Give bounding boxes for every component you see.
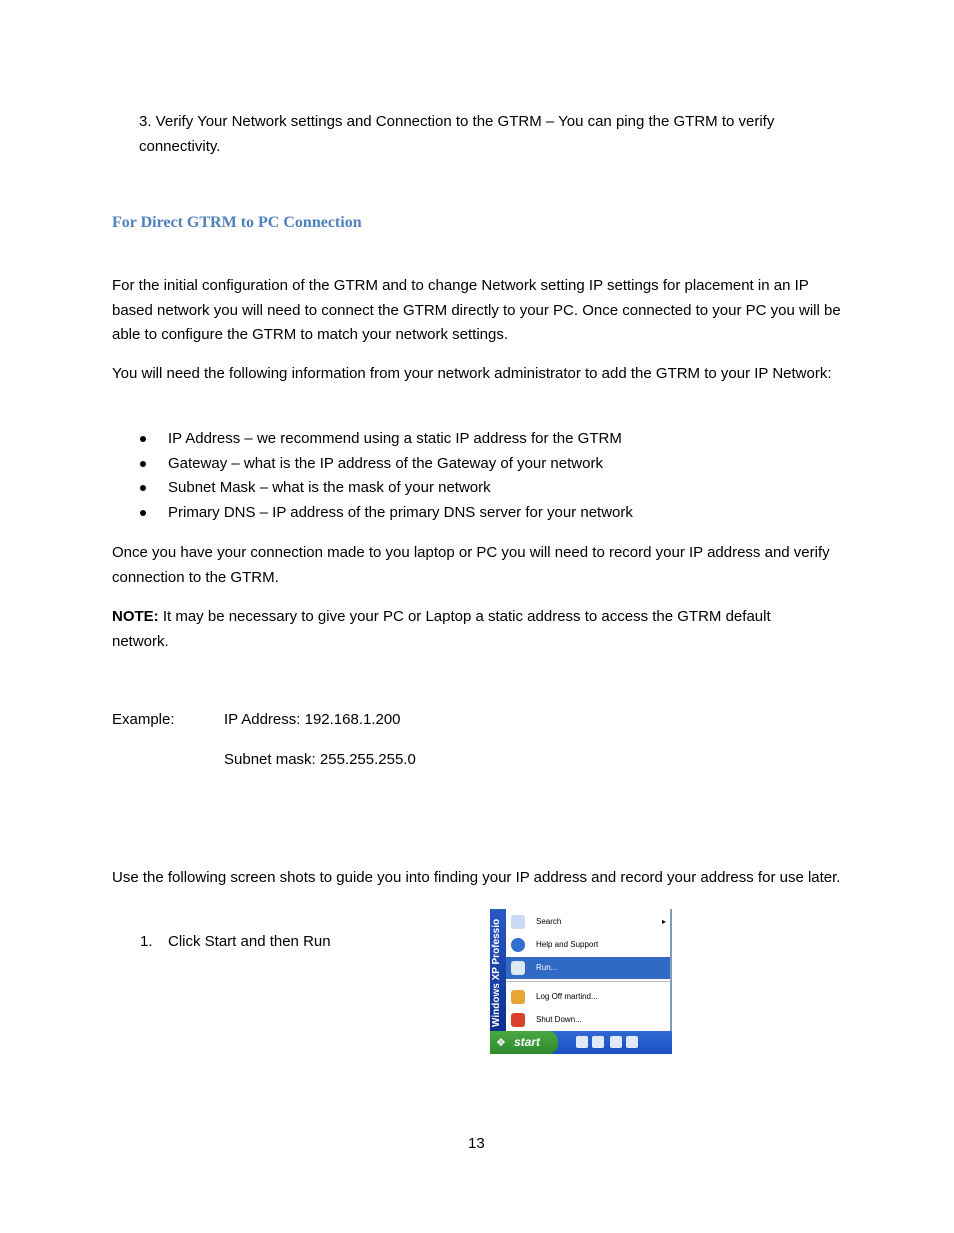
bullet-text: Primary DNS – IP address of the primary DNS server for your network xyxy=(168,504,633,521)
bullet-text: Gateway – what is the IP address of the Gateway of your network xyxy=(168,455,603,472)
menu-separator xyxy=(506,981,670,982)
note-text: It may be necessary to give your PC or Laptop a static address to access the GTRM default network. xyxy=(112,608,771,650)
menu-item-label: Log Off martind... xyxy=(536,992,598,1001)
step-1-text: Click Start and then Run xyxy=(168,933,331,950)
start-menu-sidebar xyxy=(490,909,506,1031)
start-menu-screenshot xyxy=(490,909,672,1054)
windows-flag-icon: ❖ xyxy=(496,1037,506,1049)
bullet-gateway xyxy=(140,455,840,479)
bullet-icon xyxy=(140,461,146,467)
page-number: 13 xyxy=(468,1135,485,1152)
power-icon xyxy=(511,1013,525,1027)
browser-icon xyxy=(576,1036,588,1048)
menu-item-help xyxy=(506,934,670,956)
note-label: NOTE: xyxy=(112,608,159,625)
key-icon xyxy=(511,990,525,1004)
example-ip-address: IP Address: 192.168.1.200 xyxy=(224,711,401,728)
bullet-ip-address xyxy=(140,430,840,454)
bullet-icon xyxy=(140,485,146,491)
section-heading: For Direct GTRM to PC Connection xyxy=(112,214,362,231)
example-label: Example: xyxy=(112,711,175,728)
bullet-primary-dns xyxy=(140,504,840,528)
menu-item-run xyxy=(506,957,670,979)
menu-item-shut-down xyxy=(506,1009,670,1031)
menu-item-log-off xyxy=(506,986,670,1008)
bullet-icon xyxy=(140,436,146,442)
taskbar xyxy=(490,1031,672,1054)
arrow-right-icon: ▸ xyxy=(661,917,666,926)
connection-paragraph: Once you have your connection made to you laptop or PC you will need to record your IP address and verify connection to the GTRM. xyxy=(112,544,830,586)
media-icon xyxy=(626,1036,638,1048)
step-3-text: 3. Verify Your Network settings and Connection to the GTRM – You can ping the GTRM to verify connectivity. xyxy=(139,113,775,155)
step-1-number: 1. xyxy=(140,933,153,950)
note-paragraph xyxy=(112,605,812,654)
bullet-subnet-mask xyxy=(140,479,840,503)
menu-item-label: Search xyxy=(536,917,562,926)
example-subnet-mask: Subnet mask: 255.255.255.0 xyxy=(224,751,416,768)
bullet-text: IP Address – we recommend using a static IP address for the GTRM xyxy=(168,430,622,447)
menu-item-label: Shut Down... xyxy=(536,1015,582,1024)
menu-item-label: Help and Support xyxy=(536,940,599,949)
screenshots-paragraph: Use the following screen shots to guide you into finding your IP address and record your address for use later. xyxy=(112,869,841,886)
help-icon xyxy=(511,938,525,952)
menu-item-label: Run... xyxy=(536,963,558,972)
requirements-paragraph: You will need the following information from your network administrator to add the GTRM to your IP Network: xyxy=(112,365,832,382)
start-label: start xyxy=(514,1035,541,1049)
sidebar-label: Windows XP Professio xyxy=(491,918,502,1027)
bullet-text: Subnet Mask – what is the mask of your network xyxy=(168,479,491,496)
search-icon xyxy=(511,915,525,929)
intro-paragraph: For the initial configuration of the GTRM and to change Network setting IP settings for placement in an IP based network you will need to connect the GTRM directly to your PC. Once connected to your PC you will be able to configure the GTRM to match your network settings. xyxy=(112,277,841,343)
bullet-icon xyxy=(140,510,146,516)
explorer-icon xyxy=(592,1036,604,1048)
run-icon xyxy=(511,961,525,975)
menu-item-search xyxy=(506,911,670,933)
start-button xyxy=(490,1031,558,1054)
desktop-icon xyxy=(610,1036,622,1048)
start-menu-panel xyxy=(506,909,672,1031)
